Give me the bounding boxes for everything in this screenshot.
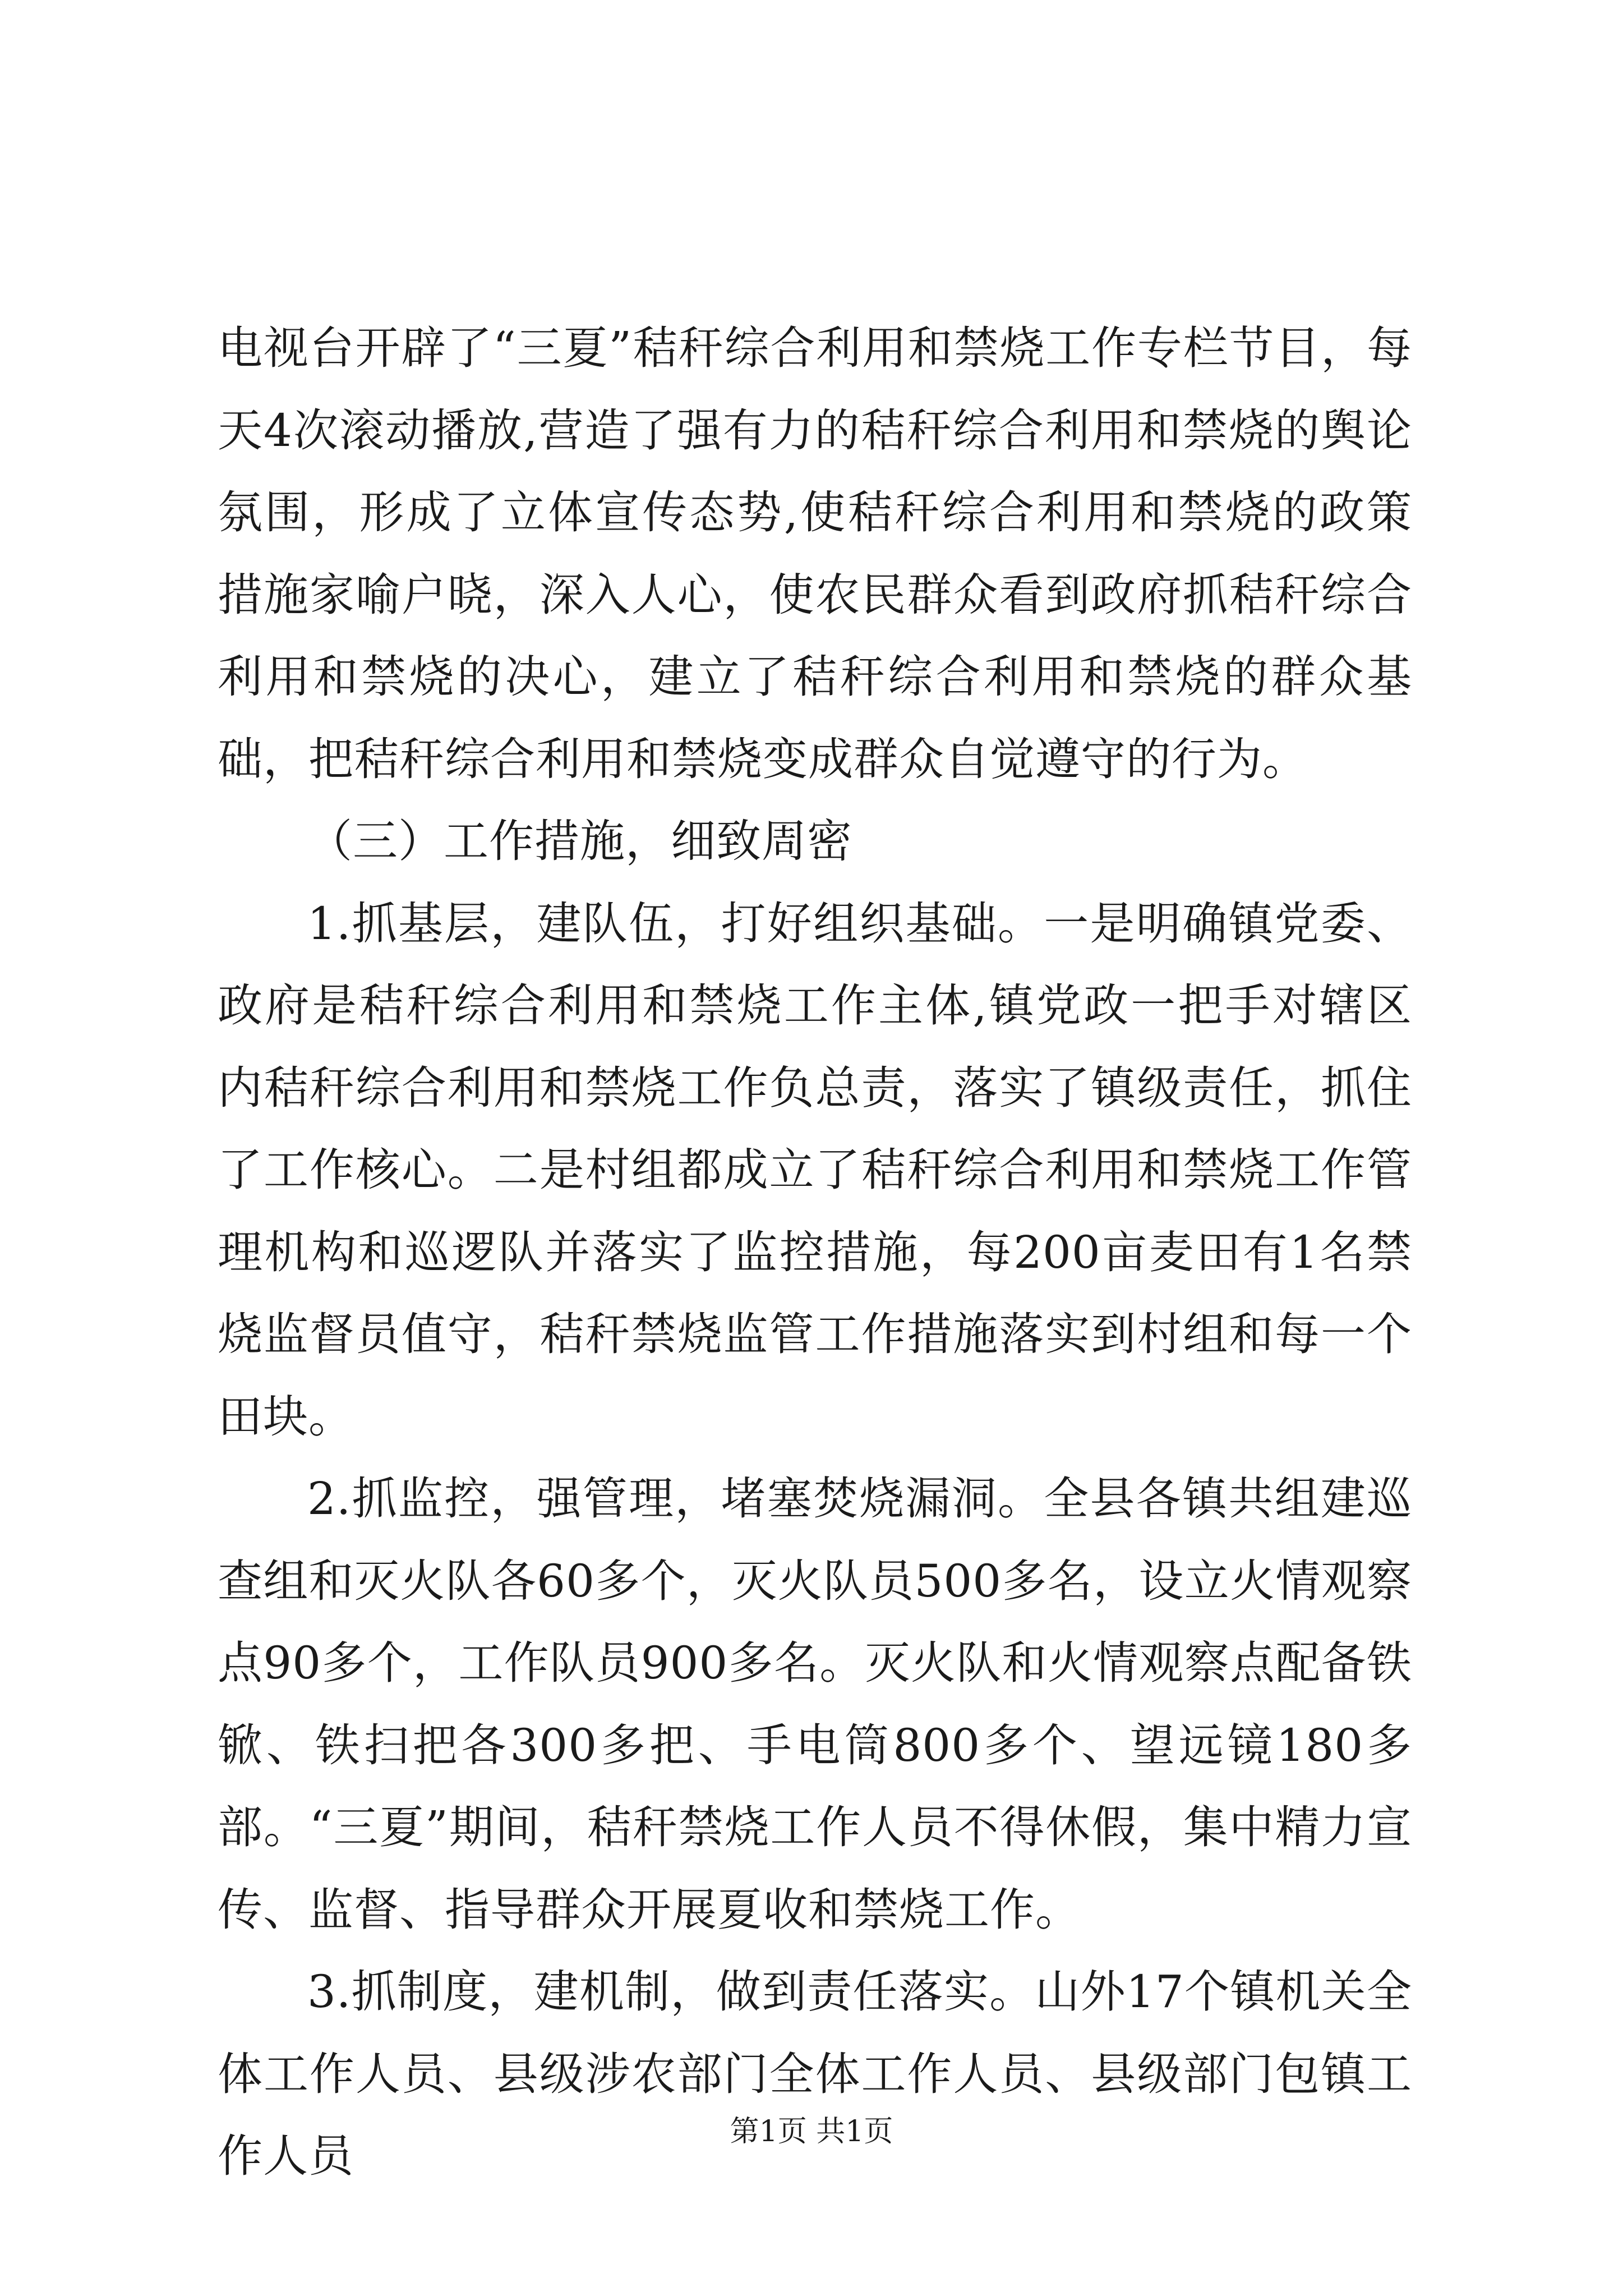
paragraph-item-3: 3.抓制度，建机制，做到责任落实。山外17个镇机关全体工作人员、县级涉农部门全体工作人员、县级部门包镇工作人员 bbox=[218, 1966, 1412, 2182]
page-footer: 第1页 共1页 bbox=[730, 2115, 893, 2148]
paragraph-item-2: 2.抓监控，强管理，堵塞焚烧漏洞。全县各镇共组建巡查组和灭火队各60多个，灭火队员500多名，设立火情观察点90多个，工作队员900多名。灭火队和火情观察点配备铁锨、铁扫把各300多把、手电筒800多个、望远镜180多部。“三夏”期间，秸秆禁烧工作人员不得休假，集中精力宣传、监督、指导群众开展夏收和禁烧工作。 bbox=[218, 1473, 1412, 1936]
paragraph-item-1: 1.抓基层，建队伍，打好组织基础。一是明确镇党委、政府是秸秆综合利用和禁烧工作主体,镇党政一把手对辖区内秸秆综合利用和禁烧工作负总责，落实了镇级责任，抓住了工作核心。二是村组都成立了秸秆综合利用和禁烧工作管理机构和巡逻队并落实了监控措施，每200亩麦田有1名禁烧监督员值守，秸秆禁烧监管工作措施落实到村组和每一个田块。 bbox=[218, 897, 1412, 1443]
document-body bbox=[218, 307, 1412, 2198]
paragraph-1: 电视台开辟了“三夏”秸秆综合利用和禁烧工作专栏节目，每天4次滚动播放,营造了强有力的秸秆综合利用和禁烧的舆论氛围，形成了立体宣传态势,使秸秆综合利用和禁烧的政策措施家喻户晓，深入人心，使农民群众看到政府抓秸秆综合利用和禁烧的决心，建立了秸秆综合利用和禁烧的群众基础，把秸秆综合利用和禁烧变成群众自觉遵守的行为。 bbox=[218, 322, 1412, 785]
section-heading: （三）工作措施，细致周密 bbox=[307, 815, 852, 867]
